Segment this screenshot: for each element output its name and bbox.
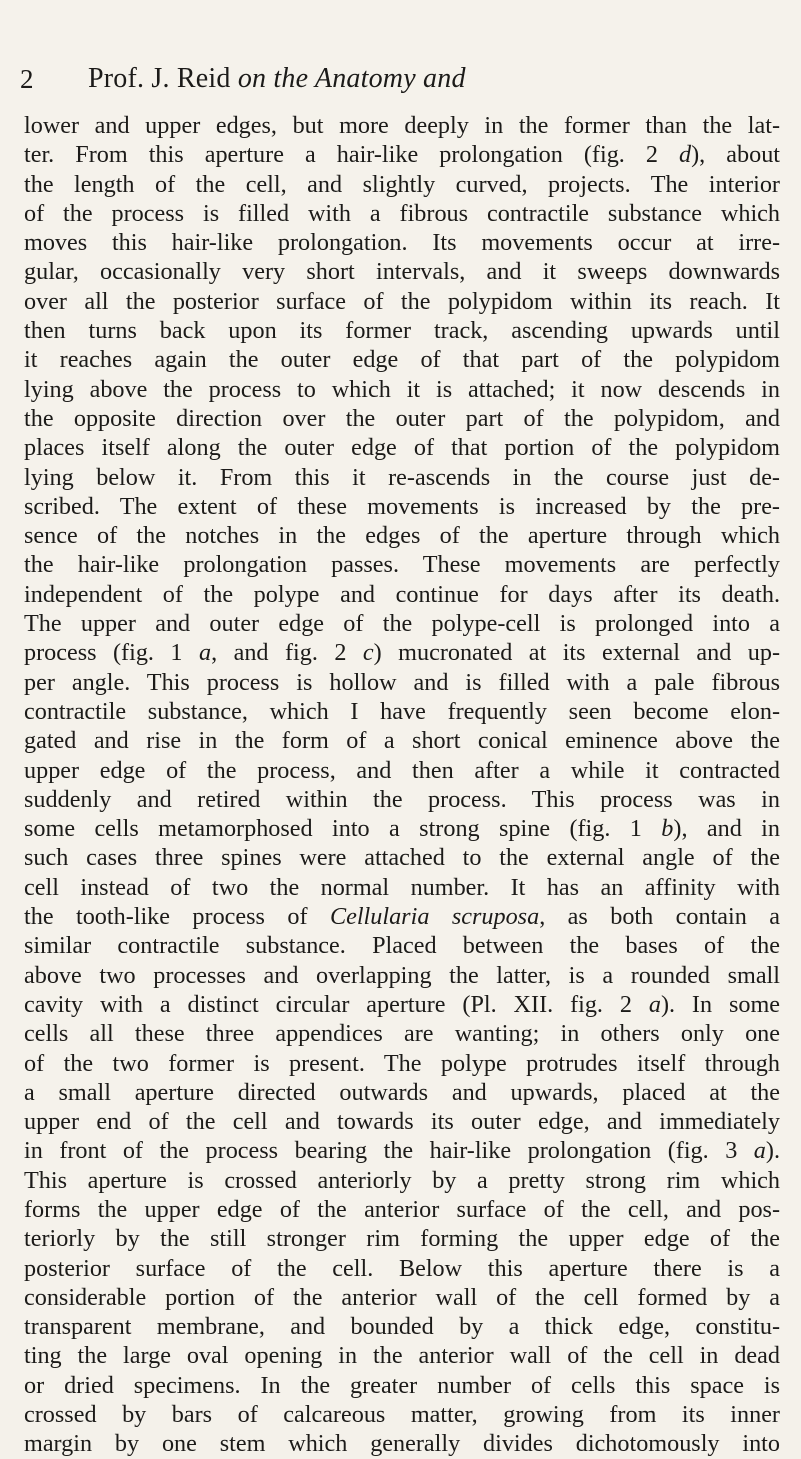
text-line: such cases three spines were attached to the external angle of the	[24, 844, 780, 872]
text-line: upper edge of the process, and then after a while it contracted	[24, 756, 780, 784]
text-line: or dried specimens. In the greater number of cells this space is	[24, 1371, 780, 1399]
text-line: lying above the process to which it is attached; it now descends in	[24, 375, 780, 403]
running-head-title: on the Anatomy and	[237, 63, 466, 94]
text-line: of the process is filled with a fibrous contractile substance which	[24, 199, 780, 227]
text-line: a small aperture directed outwards and upwards, placed at the	[24, 1078, 780, 1106]
page-number: 2	[20, 64, 34, 94]
page-header	[0, 62, 801, 102]
text-line: considerable portion of the anterior wall of the cell formed by a	[24, 1283, 780, 1311]
text-line: places itself along the outer edge of that portion of the polypidom	[24, 434, 780, 462]
text-line: teriorly by the still stronger rim forming the upper edge of the	[24, 1225, 780, 1253]
text-line: ting the large oval opening in the anterior wall of the cell in dead	[24, 1342, 780, 1370]
text-line: suddenly and retired within the process. This process was in	[24, 785, 780, 813]
text-line: in front of the process bearing the hair-like prolongation (fig. 3 a).	[24, 1137, 780, 1165]
text-line: ter. From this aperture a hair-like prolongation (fig. 2 d), about	[24, 141, 781, 169]
text-line: of the two former is present. The polype protrudes itself through	[24, 1049, 780, 1077]
text-line: the length of the cell, and slightly curved, projects. The interior	[24, 170, 780, 198]
text-line: lying below it. From this it re-ascends in the course just de-	[24, 463, 780, 491]
text-line: crossed by bars of calcareous matter, growing from its inner	[24, 1401, 780, 1429]
text-line: posterior surface of the cell. Below this aperture there is a	[24, 1254, 780, 1282]
text-line: scribed. The extent of these movements is increased by the pre-	[24, 492, 780, 520]
running-head-author: Prof. J. Reid	[88, 63, 238, 94]
text-line: it reaches again the outer edge of that part of the polypidom	[24, 346, 780, 374]
text-line: contractile substance, which I have frequently seen become elon-	[24, 697, 780, 725]
text-line: cells all these three appendices are wanting; in others only one	[24, 1020, 780, 1048]
text-line: transparent membrane, and bounded by a thick edge, constitu-	[24, 1313, 780, 1341]
text-line: independent of the polype and continue for days after its death.	[24, 580, 780, 608]
body-text	[24, 111, 780, 1459]
text-line: cell instead of two the normal number. It has an affinity with	[24, 873, 780, 901]
text-line: forms the upper edge of the anterior surface of the cell, and pos-	[24, 1195, 780, 1223]
text-line: sence of the notches in the edges of the aperture through which	[24, 522, 780, 550]
text-line: process (fig. 1 a, and fig. 2 c) mucronated at its external and up-	[24, 639, 780, 667]
text-line: The upper and outer edge of the polype-cell is prolonged into a	[24, 610, 780, 638]
running-head	[88, 62, 466, 96]
text-line: the opposite direction over the outer part of the polypidom, and	[24, 404, 780, 432]
text-line: gated and rise in the form of a short conical eminence above the	[24, 727, 780, 755]
text-line: the tooth-like process of Cellularia scruposa, as both contain a	[24, 903, 780, 931]
text-line: upper end of the cell and towards its outer edge, and immediately	[24, 1108, 780, 1136]
text-line: then turns back upon its former track, ascending upwards until	[24, 317, 780, 345]
text-line: margin by one stem which generally divides dichotomously into	[24, 1430, 780, 1458]
text-line: similar contractile substance. Placed between the bases of the	[24, 932, 780, 960]
text-line: cavity with a distinct circular aperture (Pl. XII. fig. 2 a). In some	[24, 990, 781, 1018]
text-line: This aperture is crossed anteriorly by a pretty strong rim which	[24, 1166, 780, 1194]
text-line: some cells metamorphosed into a strong spine (fig. 1 b), and in	[24, 815, 780, 843]
text-line: lower and upper edges, but more deeply in the former than the lat-	[24, 112, 780, 139]
text-line: the hair-like prolongation passes. These movements are perfectly	[24, 551, 780, 579]
text-line: above two processes and overlapping the latter, is a rounded small	[24, 961, 780, 989]
text-line: over all the posterior surface of the polypidom within its reach. It	[24, 287, 780, 315]
text-line: moves this hair-like prolongation. Its movements occur at irre-	[24, 229, 780, 257]
text-line: gular, occasionally very short intervals, and it sweeps downwards	[24, 258, 780, 286]
text-line: per angle. This process is hollow and is filled with a pale fibrous	[24, 668, 780, 696]
